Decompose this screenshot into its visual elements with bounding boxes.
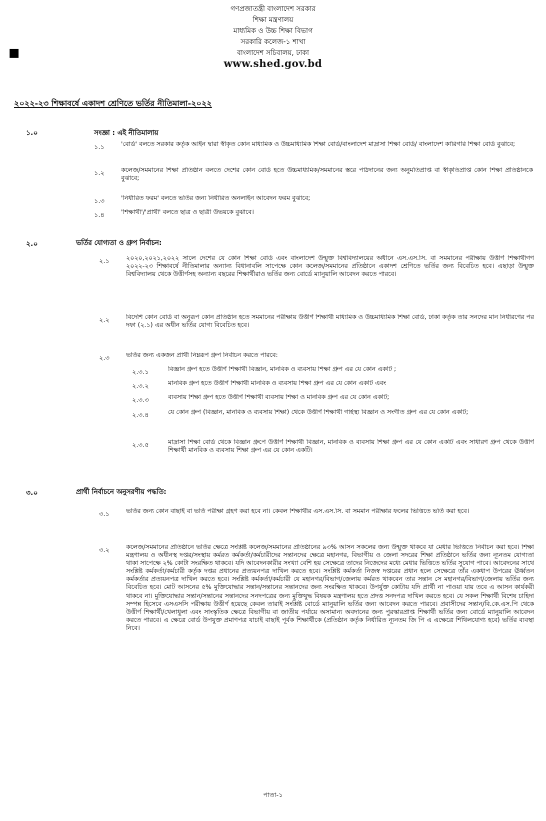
item-3-2-number: ৩.২ [99,546,110,554]
header-address: বাংলাদেশ সচিবালয়, ঢাকা [236,49,310,57]
item-2-3-2-text: মানবিক গ্রুপ হতে উত্তীর্ণ শিক্ষার্থী মানবিক ও ব্যবসায় শিক্ষা গ্রুপ এর যে কোন একটি এবং [168,380,386,387]
header-ministry: শিক্ষা মন্ত্রণালয় [252,16,294,24]
item-3-2-text: কলেজ/সমমানের প্রতিষ্ঠানে ভর্তির ক্ষেত্রে সংশ্লিষ্ট কলেজ/সমমানের প্রতিষ্ঠানের ৯৩% আসন সকলের জন্য উন্মুক্ত থাকবে যা মেধার ভিত্তিতে নির্বাচন করা হবে। শিক্ষা মন্ত্রণালয় ও অধীনস্থ দপ্তর/সংস্থায় কর্মরত কর্মকর্তা/কর্মচারীদের সন্তানদের ক্ষেত্রে মহানগর, বিভাগীয় ও জেলা সদরের শিক্ষা প্রতিষ্ঠানে ভর্তির জন্য ন্যূনতম যোগ্যতা থাকা সাপেক্ষে ২% কোটা সংরক্ষিত থাকবে। যদি আবেদনকারীর সংখ্যা বেশি হয় সেক্ষেত্রে তাদের নিজেদের মধ্যে মেধার ভিত্তিতে ভর্তির সুযোগ পাবে। আবেদনের সাথে সংশ্লিষ্ট কর্মকর্তা/কর্মচারী কর্তৃক দপ্তর প্রধানের প্রত্যয়নপত্র দাখিল করতে হবে। সংশ্লিষ্ট কর্মকর্তা নিজস্ব দপ্তরের প্রধান হলে সেক্ষেত্রে তাঁর একধাপ উপরের ঊর্ধ্বতন কর্মকর্তার প্রত্যয়নপত্র দাখিল করতে হবে। সংশ্লিষ্ট কর্মকর্তা/কর্মচারী যে মহানগর/বিভাগ/জেলায় কর্মরত থাকবেন তার সন্তান সে মহানগর/বিভাগ/জেলায় ভর্তির জন্য বিবেচিত হবে। মোট আসনের ৫% মুক্তিযোদ্ধার সন্তান/সন্তানের সন্তানদের জন্য সংরক্ষিত থাকবে। উপর্যুক্ত কোটায় যদি প্রার্থী না পাওয়া যায় তবে এ আসন কার্যকরী থাকবে না। মুক্তিযোদ্ধার সন্তান/সন্তানের সন্তানদের সনদপত্রের জন্য মুক্তিযুদ্ধ বিষয়ক মন্ত্রণালয় হতে প্রদত্ত সনদপত্র দাখিল করতে হবে। যে সকল শিক্ষার্থী বিশেষ চাহিদা সম্পন্ন হিসেবে এসএসসি পরীক্ষায় উত্তীর্ণ হয়েছে কেবল তারাই সংশ্লিষ্ট বোর্ডে ম্যানুয়ালি ভর্তির জন্য আবেদন করতে পারবে। প্রবাসীদের সন্তান/বি.কে.এস.পি থেকে উত্তীর্ণ শিক্ষার্থী/খেলাধুলা এবং সাংস্কৃতিক ক্ষেত্রে বিভাগীয় বা জাতীয় পর্যায়ে অসামান্য অবদানের জন্য পুরস্কারপ্রাপ্ত শিক্ষার্থী ভর্তির জন্য বোর্ডে ম্যানুয়ালি আবেদন করতে পারবে। এ ক্ষেত্রে বোর্ড উপযুক্ত প্রমাণপত্র যাচাই বাছাই পূর্বক শিক্ষার্থীকে (প্রতিষ্ঠান কর্তৃক নির্ধারিত ন্যূনতম জি পি এ এক্ষেত্রে শিথিলযোগ্য হবে) ভর্তির ব্যবস্থা নিবে। [126,544,534,632]
section-1-number: ১.০ [26,129,38,137]
item-3-1-number: ৩.১ [99,510,110,518]
header-government: গণপ্রজাতন্ত্রী বাংলাদেশ সরকার [230,5,316,13]
header-division: মাধ্যমিক ও উচ্চ শিক্ষা বিভাগ [233,27,313,35]
item-2-3-3-text: ব্যবসায় শিক্ষা গ্রুপ হতে উত্তীর্ণ শিক্ষার্থী ব্যবসায় শিক্ষা ও মানবিক গ্রুপ এর যে কোন একটি; [168,394,390,401]
header-branch: সরকারি কলেজ-১ শাখা [240,38,306,46]
section-1-heading: সংজ্ঞা : এই নীতিমালায় [94,129,159,137]
item-1-3-number: ১.৩ [94,197,105,205]
item-2-1-number: ২.১ [99,257,110,265]
item-2-1-text: ২০২০,২০২১,২০২২ সালে দেশের যে কোন শিক্ষা বোর্ড এবং বাংলাদেশ উন্মুক্ত বিশ্ববিদ্যালয়ের অধীনে এস.এস.সি. বা সমমানের পরীক্ষায় উত্তীর্ণ শিক্ষার্থীগণ ২০২২-২৩ শিক্ষাবর্ষে নীতিমালার অন্যান্য বিধানাবলি সাপেক্ষে কোন কলেজ/সমমানের প্রতিষ্ঠানে একাদশ শ্রেণিতে ভর্তির জন্য বিবেচিত হবে। এছাড়া উন্মুক্ত বিশ্ববিদ্যালয় থেকে উত্তীর্ণসহ অন্যান্য বছরের শিক্ষার্থীরাও ভর্তির জন্য বোর্ডে ম্যানুয়ালি আবেদন করতে পারবে। [126,255,534,279]
section-3-heading: প্রার্থী নির্বাচনে অনুসরণীয় পদ্ধতি: [76,488,167,496]
item-3-1-text: ভর্তির জন্য কোন বাছাই বা ভর্তি পরীক্ষা গ্রহণ করা হবে না। কেবল শিক্ষার্থীর এস.এস.সি. বা সমমান পরীক্ষার ফলের ভিত্তিতে ভর্তি করা হবে। [126,508,470,515]
section-2-heading: ভর্তির যোগ্যতা ও গ্রুপ নির্বাচন: [76,239,162,247]
item-2-2-text: বিদেশি কোন বোর্ড বা অনুরূপ কোন প্রতিষ্ঠান হতে সমমানের পরীক্ষায় উত্তীর্ণ শিক্ষার্থী মাধ্যমিক ও উচ্চমাধ্যমিক শিক্ষা বোর্ড, ঢাকা কর্তৃক তার সনদের মান নির্ধারণের পর দফা (২.১) এর অধীন ভর্তির যোগ্য বিবেচিত হবে। [126,314,534,330]
item-1-2-number: ১.২ [94,169,105,177]
page-number: পাতা-১ [263,791,283,799]
item-1-4-number: ১.৪ [94,211,105,219]
item-2-3-1-number: ২.৩.১ [132,368,149,376]
item-2-3-4-number: ২.৩.৪ [132,411,149,419]
item-1-1-text: 'বোর্ড' বলতে সরকার কর্তৃক আইন দ্বারা স্বীকৃত কোন মাধ্যমিক ও উচ্চমাধ্যমিক শিক্ষা বোর্ড/বাংলাদেশ মাদ্রাসা শিক্ষা বোর্ড/ বাংলাদেশ কারিগরি শিক্ষা বোর্ড বুঝাবে; [121,141,516,148]
item-1-2-text: কলেজ/সমমানের শিক্ষা প্রতিষ্ঠান বলতে দেশের কোন বোর্ড হতে উচ্চমাধ্যমিক/সমমানের স্তরে পাঠদানের জন্য অনুমতিপ্রাপ্ত বা স্বীকৃতিপ্রাপ্ত কোন শিক্ষা প্রতিষ্ঠানকে বুঝাবে; [121,167,533,183]
item-2-3-3-number: ২.৩.৩ [132,396,149,404]
section-2-number: ২.০ [26,240,38,248]
letterhead [0,0,546,70]
item-2-3-1-text: বিজ্ঞান গ্রুপ হতে উত্তীর্ণ শিক্ষার্থী বিজ্ঞান, মানবিক ও ব্যবসায় শিক্ষা গ্রুপ এর যে কোন একটি ; [168,366,397,373]
item-1-4-text: 'শিক্ষার্থী'/'প্রার্থী' বলতে ছাত্র ও ছাত্রী উভয়কে বুঝাবে। [121,209,254,216]
item-2-3-5-text: মাদ্রাসা শিক্ষা বোর্ড থেকে বিজ্ঞান গ্রুপে উত্তীর্ণ শিক্ষার্থী বিজ্ঞান, মানবিক ও ব্যবসায় শিক্ষা গ্রুপ এর যে কোন একটি এবং সাধারণ গ্রুপ থেকে উত্তীর্ণ শিক্ষার্থী মানবিক ও ব্যবসায় শিক্ষা গ্রুপ এর যে কোন একটি। [168,439,534,455]
item-2-3-5-number: ২.৩.৫ [132,441,149,449]
document-title: ২০২২-২৩ শিক্ষাবর্ষে একাদশ শ্রেণিতে ভর্তির নীতিমালা-২০২২ [14,99,212,108]
item-1-1-number: ১.১ [94,143,105,151]
header-website: www.shed.gov.bd [223,59,323,70]
punch-hole-mark: ▪ [8,42,21,63]
item-1-3-text: 'নির্ধারিত ফরম' বলতে ভর্তির জন্য নির্ধারিত অনলাইন আবেদন ফরম বুঝাবে; [121,195,311,202]
item-2-2-number: ২.২ [99,316,110,324]
item-2-3-number: ২.৩ [99,354,110,362]
item-2-3-4-text: যে কোন গ্রুপ (বিজ্ঞান, মানবিক ও ব্যবসায় শিক্ষা) থেকে উত্তীর্ণ শিক্ষার্থী গার্হস্থ্য বিজ্ঞান ও সংগীত গ্রুপ এর যে কোন একটি; [168,409,469,416]
item-2-3-text: ভর্তির জন্য একজন প্রার্থী নিম্নরূপ গ্রুপ নির্বাচন করতে পারবে: [126,352,278,359]
section-3-number: ৩.০ [26,489,38,497]
item-2-3-2-number: ২.৩.২ [132,382,149,390]
